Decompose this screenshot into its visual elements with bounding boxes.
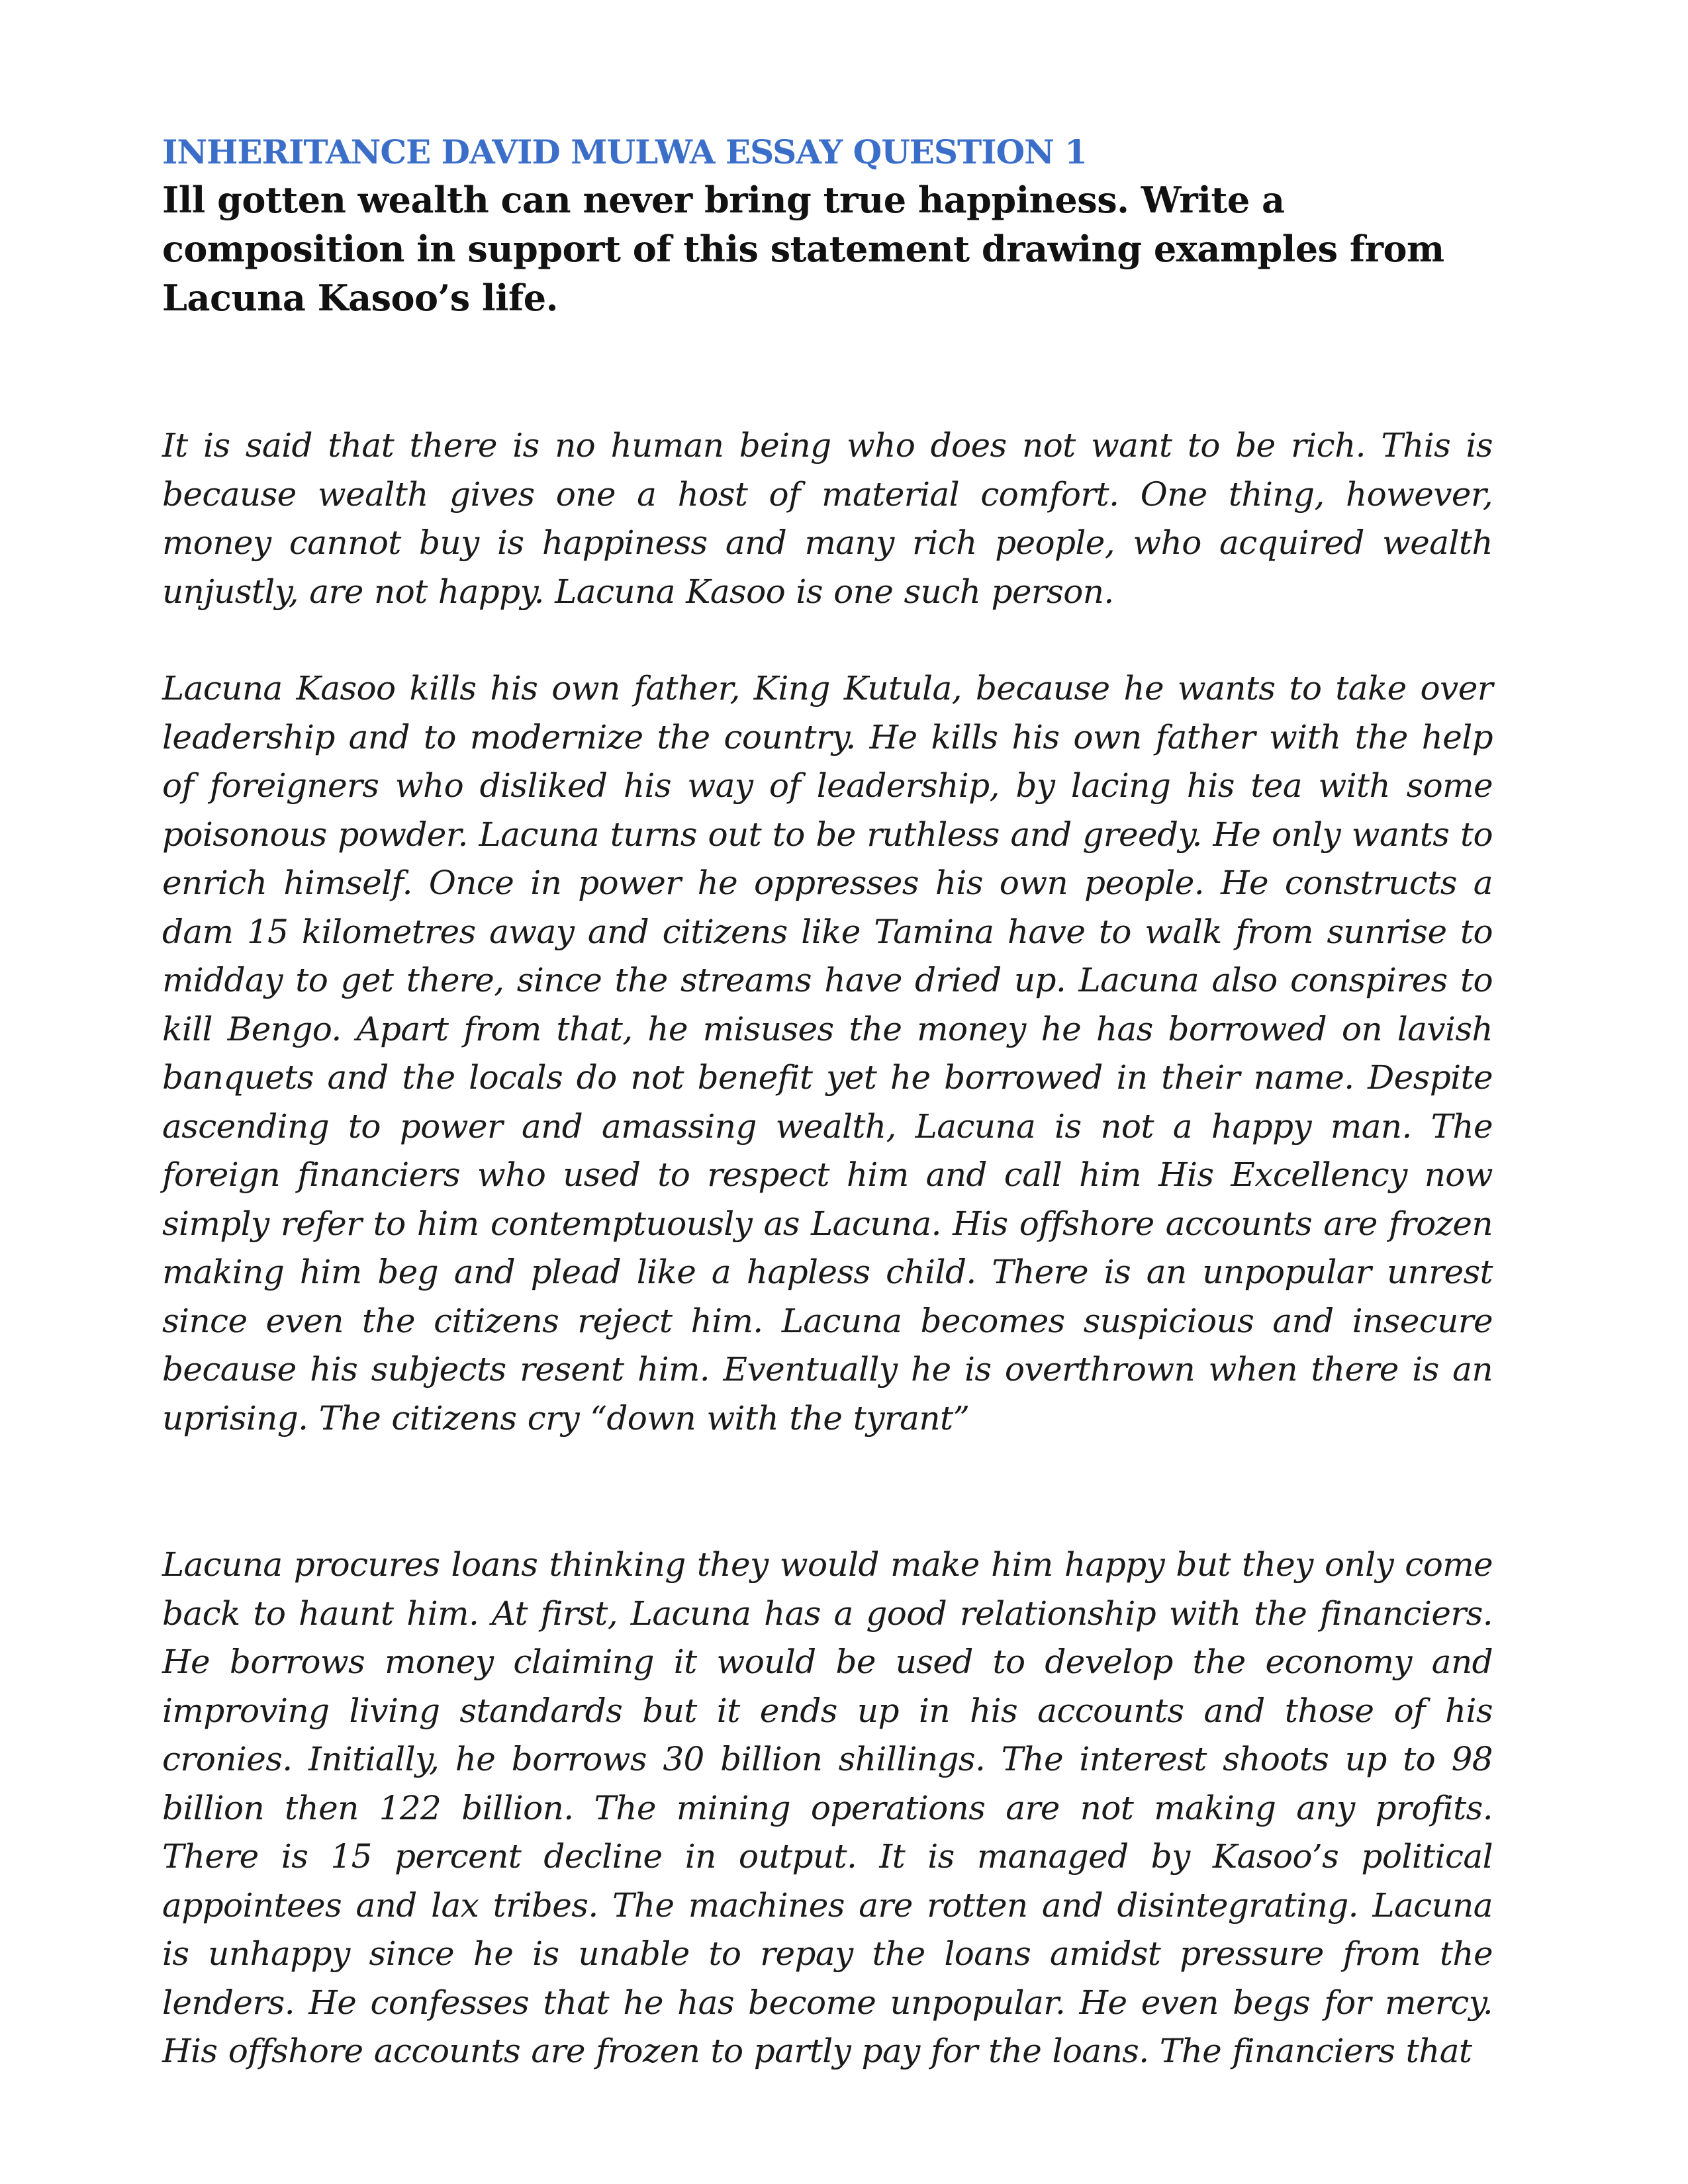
essay-question: Ill gotten wealth can never bring true happiness. Write a composition in support of this statement drawing examples from Lacuna Kasoo’s life. <box>162 179 1444 319</box>
essay-heading: INHERITANCE DAVID MULWA ESSAY QUESTION 1 <box>162 132 1088 171</box>
paragraph-body-1: Lacuna Kasoo kills his own father, King Kutula, because he wants to take over leadership and to modernize the country. He kills his own father with the help of foreigners who disliked his way of leadership, by lacing his tea with some poisonous powder. Lacuna turns out to be ruthless and greedy. He only wants to enrich himself. Once in power he oppresses his own people. He constructs a dam 15 kilometres away and citizens like Tamina have to walk from sunrise to midday to get there, since the streams have dried up. Lacuna also conspires to kill Bengo. Apart from that, he misuses the money he has borrowed on lavish banquets and the locals do not benefit yet he borrowed in their name. Despite ascending to power and amassing wealth, Lacuna is not a happy man. The foreign financiers who used to respect him and call him His Excellency now simply refer to him contemptuously as Lacuna. His offshore accounts are frozen making him beg and plead like a hapless child. There is an unpopular unrest since even the citizens reject him. Lacuna becomes suspicious and insecure because his subjects resent him. Eventually he is overthrown when there is an uprising. The citizens cry “down with the tyrant” <box>162 669 1493 1437</box>
paragraph-body-2: Lacuna procures loans thinking they would make him happy but they only come back to haunt him. At first, Lacuna has a good relationship with the financiers. He borrows money claiming it would be used to develop the economy and improving living standards but it ends up in his accounts and those of his cronies. Initially, he borrows 30 billion shillings. The interest shoots up to 98 billion then 122 billion. The mining operations are not making any profits. There is 15 percent decline in output. It is managed by Kasoo’s political appointees and lax tribes. The machines are rotten and disintegrating. Lacuna is unhappy since he is unable to repay the loans amidst pressure from the lenders. He confesses that he has become unpopular. He even begs for mercy. His offshore accounts are frozen to partly pay for the loans. The financiers that <box>162 1545 1493 2070</box>
paragraph-introduction: It is said that there is no human being who does not want to be rich. This is because wealth gives one a host of material comfort. One thing, however, money cannot buy is happiness and many rich people, who acquired wealth unjustly, are not happy. Lacuna Kasoo is one such person. <box>162 426 1493 611</box>
document-body <box>162 129 1493 2076</box>
